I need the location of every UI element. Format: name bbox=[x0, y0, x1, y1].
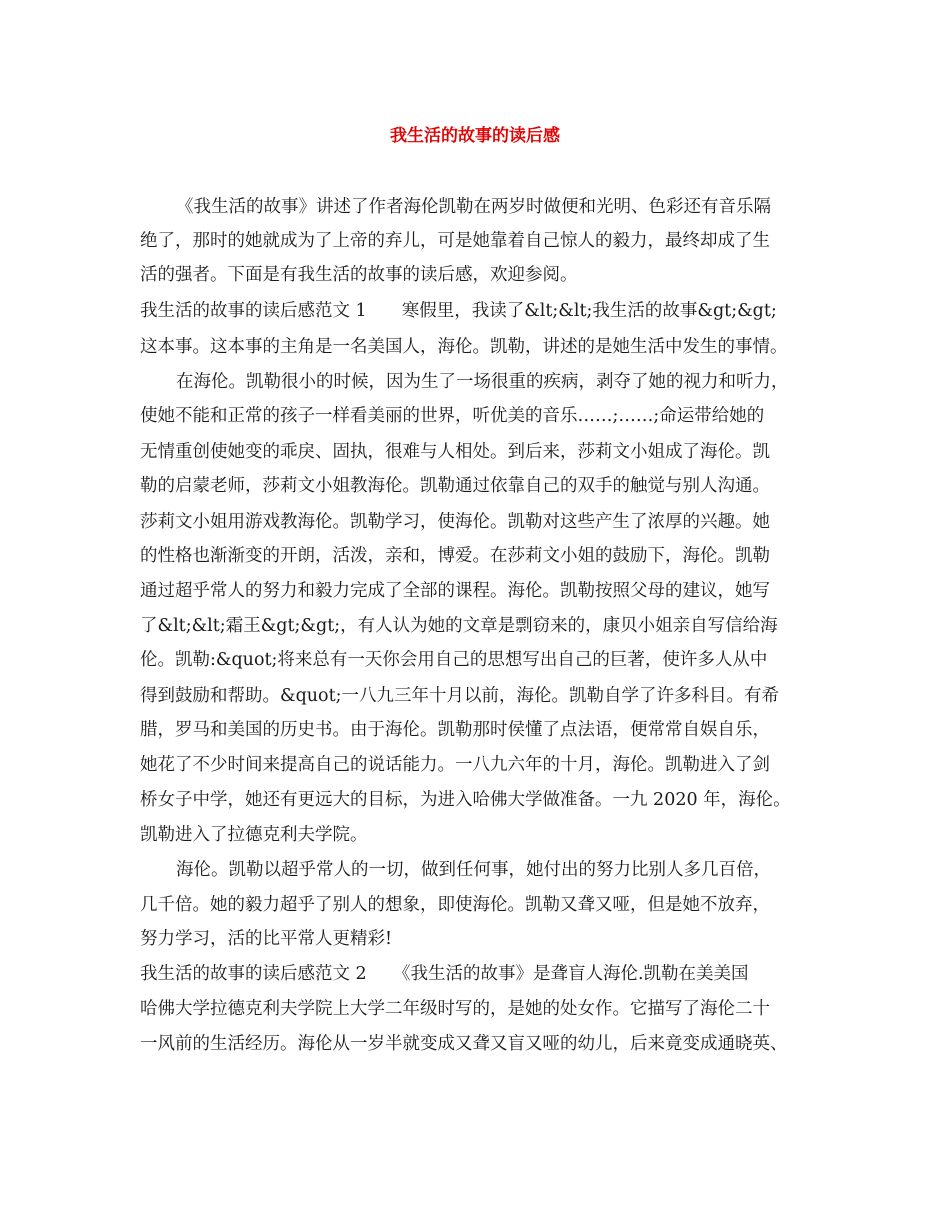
paragraph-line: 伦。凯勒:&quot;将来总有一天你会用自己的思想写出自己的巨著，使许多人从中 bbox=[140, 650, 768, 670]
section-heading-line: 我生活的故事的读后感范文 2 《我生活的故事》是聋盲人海伦.凯勒在美美国 bbox=[140, 964, 749, 984]
paragraph-line: 几千倍。她的毅力超乎了别人的想象，即使海伦。凯勒又聋又哑，但是她不放弃， bbox=[140, 895, 770, 915]
paragraph-line: 勒的启蒙老师，莎莉文小姐教海伦。凯勒通过依靠自己的双手的触觉与别人沟通。 bbox=[140, 476, 770, 496]
paragraph-line: 在海伦。凯勒很小的时候，因为生了一场很重的疾病，剥夺了她的视力和听力， bbox=[176, 372, 789, 392]
paragraph-line: 活的强者。下面是有我生活的故事的读后感，欢迎参阅。 bbox=[140, 265, 578, 285]
paragraph-line: 得到鼓励和帮助。&quot;一八九三年十月以前，海伦。凯勒自学了许多科目。有希 bbox=[140, 686, 780, 706]
paragraph-line: 她花了不少时间来提高自己的说话能力。一八九六年的十月，海伦。凯勒进入了剑 bbox=[140, 755, 770, 775]
paragraph-line: 无情重创使她变的乖戾、固执，很难与人相处。到后来，莎莉文小姐成了海伦。凯 bbox=[140, 442, 770, 462]
paragraph-line: 凯勒进入了拉德克利夫学院。 bbox=[140, 825, 368, 845]
paragraph-line: 了&lt;&lt;霜王&gt;&gt;，有人认为她的文章是剽窃来的，康贝小姐亲自写信给海 bbox=[140, 616, 778, 636]
paragraph-line: 通过超乎常人的努力和毅力完成了全部的课程。海伦。凯勒按照父母的建议，她写 bbox=[140, 581, 770, 601]
paragraph-line: 这本事。这本事的主角是一名美国人，海伦。凯勒，讲述的是她生活中发生的事情。 bbox=[140, 337, 788, 357]
paragraph-line: 莎莉文小姐用游戏教海伦。凯勒学习，使海伦。凯勒对这些产生了浓厚的兴趣。她 bbox=[140, 512, 770, 532]
paragraph-line: 哈佛大学拉德克利夫学院上大学二年级时写的，是她的处女作。它描写了海伦二十 bbox=[140, 999, 770, 1019]
paragraph-line: 一风前的生活经历。海伦从一岁半就变成又聋又盲又哑的幼儿，后来竟变成通晓英、 bbox=[140, 1034, 788, 1054]
paragraph-line: 努力学习，活的比平常人更精彩! bbox=[140, 929, 393, 949]
document-title: 我生活的故事的读后感 bbox=[390, 126, 560, 146]
paragraph-line: 的性格也渐渐变的开朗，活泼，亲和，博爱。在莎莉文小姐的鼓励下，海伦。凯勒 bbox=[140, 546, 770, 566]
section-heading-line: 我生活的故事的读后感范文 1 寒假里，我读了&lt;&lt;我生活的故事&gt;&gt; bbox=[140, 301, 777, 321]
paragraph-line: 桥女子中学，她还有更远大的目标，为进入哈佛大学做准备。一九 2020 年，海伦。 bbox=[140, 790, 791, 810]
paragraph-line: 《我生活的故事》讲述了作者海伦凯勒在两岁时做便和光明、色彩还有音乐隔 bbox=[176, 197, 771, 217]
paragraph-line: 绝了，那时的她就成为了上帝的弃儿，可是她靠着自己惊人的毅力，最终却成了生 bbox=[140, 231, 770, 251]
paragraph-line: 使她不能和正常的孩子一样看美丽的世界，听优美的音乐……;……;命运带给她的 bbox=[140, 406, 765, 426]
paragraph-line: 腊，罗马和美国的历史书。由于海伦。凯勒那时侯懂了点法语，便常常自娱自乐， bbox=[140, 720, 770, 740]
paragraph-line: 海伦。凯勒以超乎常人的一切，做到任何事，她付出的努力比别人多几百倍， bbox=[176, 860, 771, 880]
